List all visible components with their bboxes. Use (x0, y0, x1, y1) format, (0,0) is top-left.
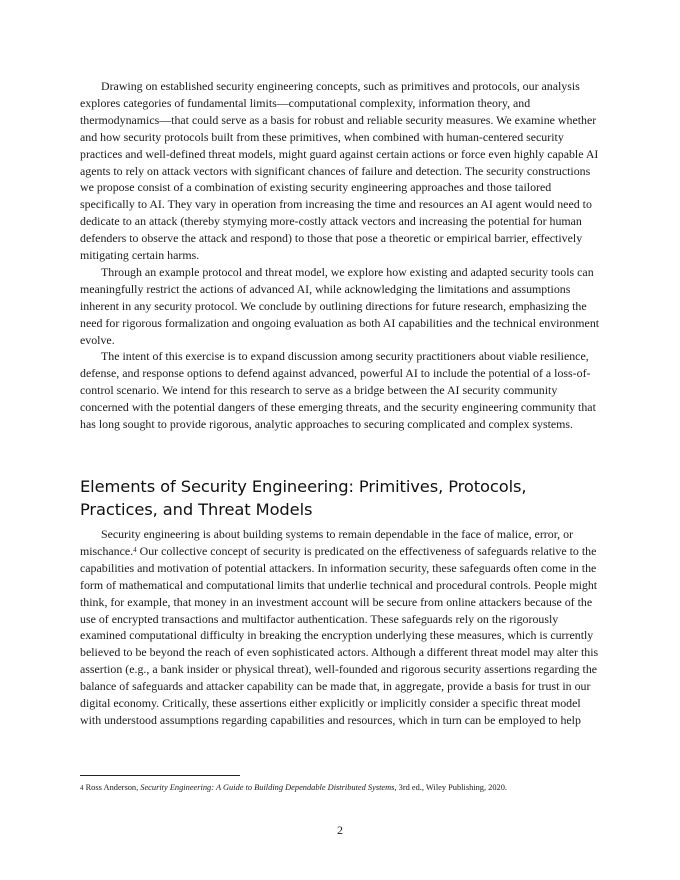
page-number: 2 (337, 823, 343, 837)
footnote (80, 782, 620, 794)
section-heading: Elements of Security Engineering: Primitives, Protocols, Practices, and Threat Models (80, 477, 527, 519)
footnote-reference[interactable]: 4 (133, 545, 137, 554)
paragraph-4-text-end: Our collective concept of security is predicated on the effectiveness of safeguards relative to the capabilities and motivation of potential attackers. In information security, these safeguards often come in the form of mathematical and computational limits that underlie technical and procedural controls. People might think, for example, that money in an investment account will be secure from online attackers because of the use of encrypted transactions and multifactor authentication. These safeguards rely on the rigorously examined computational difficulty in breaking the encryption underlying these measures, which is currently believed to be beyond the reach of even sophisticated actors. Although a different threat model may alter this assertion (e.g., a bank insider or physical threat), well-founded and rigorous security assertions regarding the balance of safeguards and attacker capability can be made that, in aggregate, provide a basis for trust in our digital economy. Critically, these assertions either explicitly or implicitly consider a specific threat model with understood assumptions regarding capabilities and resources, which in turn can be employed to help (80, 543, 599, 727)
body-paragraph-2: Through an example protocol and threat model, we explore how existing and adapted security tools can meaningfully restrict the actions of advanced AI, while acknowledging the limitations and assumptions inherent in any security protocol. We conclude by outlining directions for future research, emphasizing the need for rigorous formalization and ongoing evaluation as both AI capabilities and the technical environment evolve. (80, 265, 600, 347)
footnote-number: 4 (80, 784, 84, 792)
body-paragraph-3: The intent of this exercise is to expand discussion among security practitioners about viable resilience, defense, and response options to defend against advanced, powerful AI to include the potential of a loss-of-control scenario. We intend for this research to serve as a bridge between the AI security community concerned with the potential dangers of these emerging threats, and the security engineering community that has long sought to provide rigorous, analytic approaches to securing complicated and complex systems. (80, 349, 596, 431)
footnote-book-title: Security Engineering: A Guide to Building Dependable Distributed Systems, (140, 783, 397, 792)
footnote-author: Ross Anderson, (83, 783, 141, 792)
paragraph-4-text-start: Security engineering is about building systems to remain dependable in the face of malice, error, or mischance. (80, 527, 574, 558)
footnote-publication: 3rd ed., Wiley Publishing, 2020. (396, 783, 508, 792)
footnote-divider (80, 775, 240, 776)
body-paragraph-4 (80, 526, 600, 729)
body-paragraph-1: Drawing on established security engineering concepts, such as primitives and protocols, our analysis explores categories of fundamental limits—computational complexity, information theory, and thermodynamics—that could serve as a basis for robust and reliable security measures. We examine whether and how security protocols built from these primitives, when combined with human-centered security practices and well-defined threat models, might guard against certain actions or force even highly capable AI agents to rely on attack vectors with significant chances of failure and detection. The security constructions we propose consist of a combination of existing security engineering approaches and those tailored specifically to AI. They vary in operation from increasing the time and resources an AI agent would need to dedicate to an attack (thereby stymying more-costly attack vectors and increasing the potential for human defenders to observe the attack and respond) to those that pose a theoretic or empirical barrier, effectively mitigating certain harms. (80, 79, 599, 263)
